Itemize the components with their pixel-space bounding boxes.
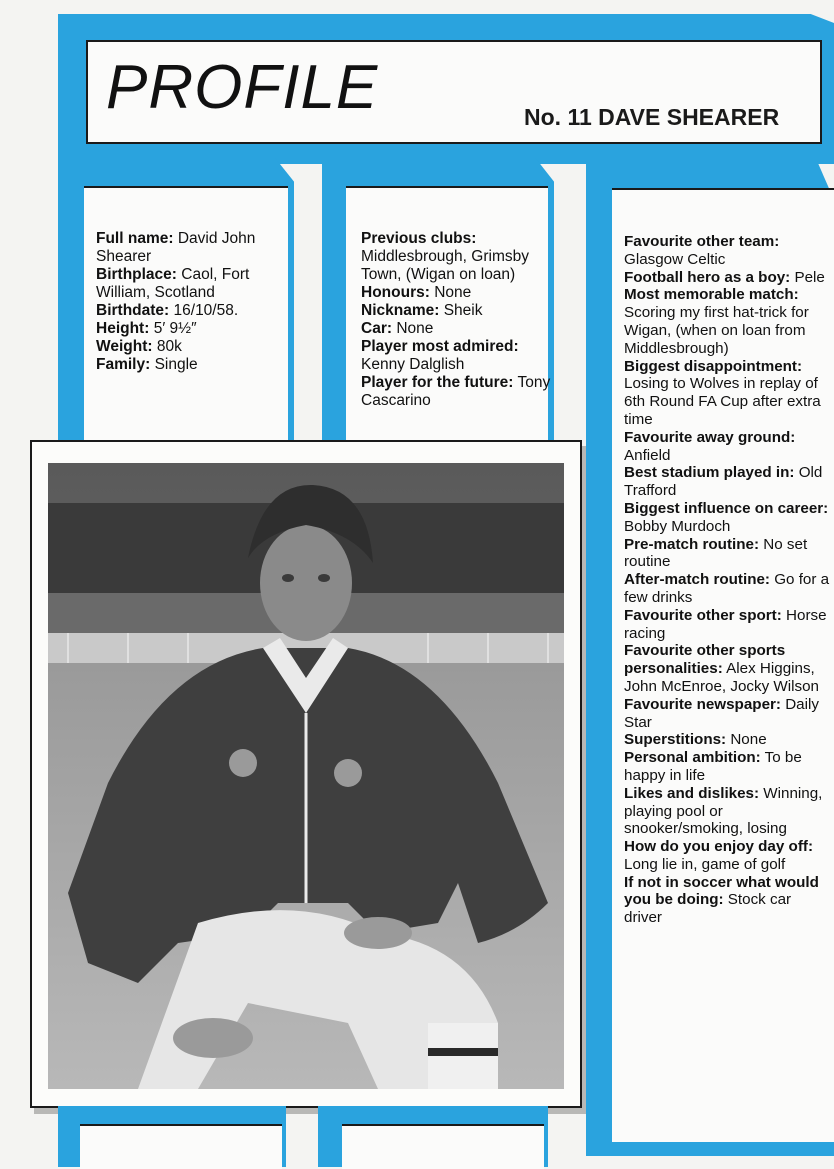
profile-entry — [361, 374, 551, 410]
entry-label: Nickname: — [361, 302, 440, 319]
entry-value: Bobby Murdoch — [624, 517, 731, 535]
entry-value: Stock car driver — [624, 891, 792, 927]
entry-value: Anfield — [624, 446, 671, 464]
entry-label: After-match routine: — [624, 571, 770, 589]
entry-label: Likes and dislikes: — [624, 784, 760, 802]
profile-entry — [96, 320, 284, 338]
entry-label: Favourite other sports personalities: — [624, 642, 786, 678]
entry-label: Pre-match routine: — [624, 535, 760, 553]
entry-value: None — [730, 731, 767, 749]
entry-value: Scoring my first hat-trick for Wigan, (when on loan from Middlesbrough) — [624, 304, 809, 357]
entry-label: Superstitions: — [624, 731, 727, 749]
profile-entry — [96, 230, 284, 266]
bottom-left-panel — [80, 1124, 282, 1169]
entry-value: Tony Cascarino — [361, 374, 551, 409]
entry-value: Middlesbrough, Grimsby Town, (Wigan on loan) — [361, 248, 529, 283]
page-title: PROFILE — [106, 53, 379, 122]
entry-value: Caol, Fort William, Scotland — [96, 266, 250, 301]
profile-entry — [624, 642, 830, 695]
entry-value: Pele — [794, 268, 825, 286]
entry-value: Sheik — [443, 302, 483, 319]
entry-label: Biggest influence on career: — [624, 499, 829, 517]
entry-value: 16/10/58. — [173, 302, 239, 319]
profile-entry — [624, 500, 830, 536]
profile-entry — [361, 320, 551, 338]
entry-label: How do you enjoy day off: — [624, 838, 813, 856]
entry-value: Daily Star — [624, 695, 819, 731]
personal-details-list — [96, 230, 284, 374]
entry-label: Favourite other team: — [624, 233, 780, 250]
entry-value: Go for a few drinks — [624, 571, 830, 606]
profile-entry — [624, 233, 830, 269]
entry-label: Birthdate: — [96, 302, 170, 319]
entry-label: Player for the future: — [361, 374, 514, 391]
profile-entry — [624, 607, 830, 643]
profile-entry — [624, 874, 830, 927]
player-photo — [48, 463, 564, 1089]
career-details-list — [361, 230, 551, 410]
entry-label: Favourite away ground: — [624, 428, 796, 446]
profile-entry — [624, 358, 830, 429]
entry-label: Car: — [361, 320, 393, 337]
profile-entry — [624, 731, 830, 749]
entry-value: Old Trafford — [624, 464, 823, 500]
profile-entry — [624, 464, 830, 500]
profile-entry — [361, 284, 551, 302]
entry-label: If not in soccer what would you be doing: — [624, 873, 819, 909]
profile-entry — [624, 571, 830, 607]
entry-value: Long lie in, game of golf — [624, 855, 786, 873]
entry-label: Most memorable match: — [624, 286, 799, 304]
entry-value: 80k — [156, 338, 182, 355]
entry-label: Family: — [96, 356, 151, 373]
entry-value: None — [434, 284, 472, 301]
entry-value: To be happy in life — [624, 749, 802, 784]
profile-entry — [96, 338, 284, 356]
profile-entry — [361, 302, 551, 320]
profile-entry — [361, 230, 551, 284]
profile-entry — [624, 536, 830, 572]
entry-label: Honours: — [361, 284, 430, 301]
entry-value: Kenny Dalglish — [361, 356, 465, 373]
entry-label: Biggest disappointment: — [624, 357, 803, 375]
entry-label: Player most admired: — [361, 338, 519, 355]
profile-entry — [624, 785, 830, 838]
entry-value: Losing to Wolves in replay of 6th Round FA Cup after extra time — [624, 375, 821, 428]
profile-entry — [96, 302, 284, 320]
entry-label: Favourite other sport: — [624, 606, 782, 624]
entry-value: Winning, playing pool or snooker/smoking, losing — [624, 784, 823, 838]
entry-value: Alex Higgins, John McEnroe, Jocky Wilson — [624, 660, 819, 695]
entry-label: Favourite newspaper: — [624, 695, 781, 713]
profile-entry — [624, 429, 830, 465]
entry-value: 5′ 9½″ — [153, 320, 197, 337]
profile-entry — [624, 838, 830, 874]
entry-value: David John Shearer — [96, 230, 256, 265]
profile-entry — [624, 696, 830, 732]
profile-entry — [624, 286, 830, 357]
favourites-list — [624, 233, 830, 1115]
entry-value: None — [396, 320, 434, 337]
entry-label: Height: — [96, 320, 150, 337]
entry-value: Single — [154, 356, 198, 373]
entry-label: Weight: — [96, 338, 153, 355]
entry-value: Glasgow Celtic — [624, 250, 726, 268]
player-name-heading: No. 11 DAVE SHEARER — [524, 104, 780, 130]
entry-label: Previous clubs: — [361, 230, 477, 247]
entry-label: Best stadium played in: — [624, 464, 795, 482]
entry-label: Personal ambition: — [624, 749, 761, 767]
profile-entry — [96, 356, 284, 374]
profile-entry — [96, 266, 284, 302]
bottom-middle-panel — [342, 1124, 544, 1169]
entry-value: Horse racing — [624, 606, 827, 642]
profile-entry — [624, 749, 830, 785]
entry-value: No set routine — [624, 535, 808, 571]
entry-label: Full name: — [96, 230, 174, 247]
profile-entry — [624, 269, 830, 287]
entry-label: Birthplace: — [96, 266, 177, 283]
profile-entry — [361, 338, 551, 374]
entry-label: Football hero as a boy: — [624, 268, 791, 286]
